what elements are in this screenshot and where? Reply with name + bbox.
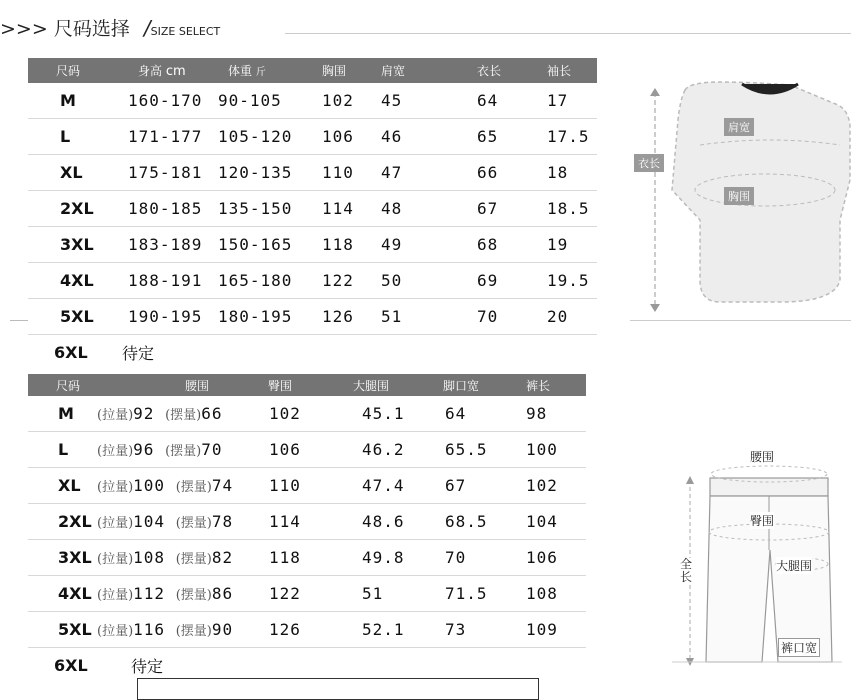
length-cell: 70	[455, 299, 525, 335]
col-size: 尺码	[28, 374, 95, 396]
col-length: 衣长	[455, 58, 525, 83]
flat-note: (摆量)	[175, 624, 212, 639]
height-cell: 190-195	[110, 299, 216, 335]
col-sleeve: 袖长	[525, 58, 597, 83]
label-waist: 腰围	[750, 450, 775, 464]
hip-cell: 126	[265, 612, 352, 648]
chest-cell: 102	[314, 83, 381, 119]
waist-pull: 116	[133, 620, 166, 639]
weight-cell: 120-135	[216, 155, 314, 191]
length-cell: 66	[455, 155, 525, 191]
shoulder-cell: 50	[381, 263, 455, 299]
waist-flat: 74	[211, 476, 234, 495]
hip-cell: 106	[265, 432, 352, 468]
shoulder-cell: 51	[381, 299, 455, 335]
length-cell: 98	[516, 396, 586, 432]
size-cell: 5XL	[28, 612, 95, 648]
pending-row	[28, 335, 597, 370]
length-cell: 67	[455, 191, 525, 227]
thigh-cell: 51	[352, 576, 439, 612]
shoulder-cell: 45	[381, 83, 455, 119]
waistband-shape	[710, 478, 828, 496]
waist-cell	[95, 576, 265, 612]
label-hip: 臀围	[750, 514, 775, 528]
sleeve-cell: 18.5	[525, 191, 597, 227]
length-cell: 106	[516, 540, 586, 576]
table-row	[28, 396, 586, 432]
size-cell: 4XL	[28, 576, 95, 612]
waist-pull: 112	[133, 584, 166, 603]
waist-flat: 70	[201, 440, 223, 459]
size-cell: 3XL	[28, 227, 110, 263]
sleeve-cell: 19	[525, 227, 597, 263]
flat-note: (摆量)	[175, 516, 212, 531]
length-cell: 65	[455, 119, 525, 155]
bottom-outline-box	[137, 678, 539, 700]
waist-cell	[95, 612, 265, 648]
hip-cell: 122	[265, 576, 352, 612]
waist-flat: 86	[211, 584, 234, 603]
length-arrow-top	[650, 88, 660, 96]
thigh-cell: 49.8	[352, 540, 439, 576]
table-row	[28, 299, 597, 335]
sleeve-cell: 18	[525, 155, 597, 191]
size-cell: 6XL	[54, 342, 88, 362]
waist-pull: 100	[133, 476, 166, 495]
pending-text: 待定	[131, 656, 164, 676]
thigh-cell: 45.1	[352, 396, 439, 432]
hem-cell: 68.5	[439, 504, 516, 540]
length-cell: 102	[516, 468, 586, 504]
height-cell: 180-185	[110, 191, 216, 227]
pending-row	[28, 648, 586, 683]
pull-note: (拉量)	[97, 516, 134, 531]
weight-cell: 150-165	[216, 227, 314, 263]
size-cell: L	[28, 432, 95, 468]
shoulder-cell: 48	[381, 191, 455, 227]
length-cell: 100	[516, 432, 586, 468]
col-pant-length: 裤长	[516, 374, 586, 396]
flat-note: (摆量)	[165, 444, 202, 459]
hem-cell: 73	[439, 612, 516, 648]
size-cell: 4XL	[28, 263, 110, 299]
label-full-length: 全长	[680, 557, 693, 584]
thigh-cell: 47.4	[352, 468, 439, 504]
size-cell: L	[28, 119, 110, 155]
length-cell: 68	[455, 227, 525, 263]
thigh-cell: 46.2	[352, 432, 439, 468]
pull-note: (拉量)	[97, 552, 134, 567]
flat-note: (摆量)	[175, 588, 212, 603]
weight-cell: 165-180	[216, 263, 314, 299]
table-row	[28, 468, 586, 504]
chest-cell: 118	[314, 227, 381, 263]
table-row	[28, 263, 597, 299]
col-weight-unit: 斤	[255, 67, 266, 78]
sleeve-cell: 17.5	[525, 119, 597, 155]
waist-flat: 78	[211, 512, 234, 531]
page-header	[0, 14, 220, 41]
col-hip: 臀围	[265, 374, 352, 396]
sleeve-cell: 17	[525, 83, 597, 119]
size-cell: M	[28, 83, 110, 119]
left-divider	[10, 320, 28, 321]
col-chest: 胸围	[314, 58, 381, 83]
size-cell: XL	[28, 468, 95, 504]
size-cell: XL	[28, 155, 110, 191]
thigh-cell: 52.1	[352, 612, 439, 648]
header-slash: /	[143, 16, 151, 40]
hip-cell: 118	[265, 540, 352, 576]
hip-cell: 110	[265, 468, 352, 504]
pull-note: (拉量)	[97, 444, 134, 459]
waist-pull: 104	[133, 512, 166, 531]
chest-cell: 110	[314, 155, 381, 191]
pants-size-table	[28, 374, 586, 682]
header-title: 尺码选择	[53, 18, 130, 40]
size-cell: 2XL	[28, 191, 110, 227]
waist-cell	[95, 540, 265, 576]
waist-pull: 92	[133, 404, 155, 423]
table-row	[28, 612, 586, 648]
col-weight: 体重	[228, 64, 253, 78]
size-cell: 6XL	[54, 655, 88, 675]
weight-cell: 180-195	[216, 299, 314, 335]
height-cell: 188-191	[110, 263, 216, 299]
size-cell: 5XL	[28, 299, 110, 335]
waist-pull: 96	[133, 440, 155, 459]
waist-cell	[95, 432, 265, 468]
pull-note: (拉量)	[97, 624, 134, 639]
col-size: 尺码	[28, 58, 110, 83]
weight-cell: 135-150	[216, 191, 314, 227]
height-cell: 160-170	[110, 83, 216, 119]
flat-note: (摆量)	[175, 480, 212, 495]
table-row	[28, 540, 586, 576]
label-chest: 胸围	[724, 187, 754, 205]
sleeve-cell: 20	[525, 299, 597, 335]
length-cell: 108	[516, 576, 586, 612]
label-shoulder: 肩宽	[724, 118, 754, 136]
shoulder-cell: 47	[381, 155, 455, 191]
shirt-table-header	[28, 58, 597, 83]
hip-cell: 102	[265, 396, 352, 432]
header-subtitle: SIZE SELECT	[150, 25, 221, 38]
pull-note: (拉量)	[97, 480, 134, 495]
waist-cell	[95, 468, 265, 504]
label-hem: 裤口宽	[778, 638, 820, 657]
size-cell: 3XL	[28, 540, 95, 576]
weight-cell: 105-120	[216, 119, 314, 155]
length-cell: 109	[516, 612, 586, 648]
waist-flat: 66	[201, 404, 223, 423]
height-cell: 183-189	[110, 227, 216, 263]
table-row	[28, 155, 597, 191]
header-arrows: >>>	[0, 18, 48, 40]
header-divider	[285, 33, 851, 34]
table-row	[28, 83, 597, 119]
pull-note: (拉量)	[97, 588, 134, 603]
hem-cell: 71.5	[439, 576, 516, 612]
height-cell: 171-177	[110, 119, 216, 155]
chest-cell: 106	[314, 119, 381, 155]
length-arrow-bottom	[650, 304, 660, 312]
waist-flat: 82	[211, 548, 234, 567]
label-shirt-length: 衣长	[634, 154, 664, 172]
table-row	[28, 119, 597, 155]
length-cell: 64	[455, 83, 525, 119]
table-row	[28, 432, 586, 468]
waist-cell	[95, 504, 265, 540]
height-cell: 175-181	[110, 155, 216, 191]
col-waist: 腰围	[95, 374, 265, 396]
col-height-unit: cm	[165, 64, 186, 79]
pending-text: 待定	[122, 343, 155, 363]
waist-pull: 108	[133, 548, 166, 567]
shirt-body-shape	[672, 82, 850, 302]
chest-cell: 114	[314, 191, 381, 227]
full-length-arrow-top	[686, 476, 694, 484]
flat-note: (摆量)	[165, 408, 202, 423]
length-cell: 69	[455, 263, 525, 299]
right-divider	[630, 320, 851, 321]
table-row	[28, 227, 597, 263]
hip-cell: 114	[265, 504, 352, 540]
chest-cell: 126	[314, 299, 381, 335]
col-hem: 脚口宽	[439, 374, 516, 396]
pants-diagram	[672, 440, 842, 675]
thigh-cell: 48.6	[352, 504, 439, 540]
table-row	[28, 191, 597, 227]
flat-note: (摆量)	[175, 552, 212, 567]
hem-cell: 64	[439, 396, 516, 432]
shirt-diagram	[630, 80, 851, 320]
hem-cell: 65.5	[439, 432, 516, 468]
pull-note: (拉量)	[97, 408, 134, 423]
hem-cell: 70	[439, 540, 516, 576]
table-row	[28, 504, 586, 540]
col-thigh: 大腿围	[352, 374, 439, 396]
pants-table-header	[28, 374, 586, 396]
shoulder-cell: 46	[381, 119, 455, 155]
size-cell: M	[28, 396, 95, 432]
label-thigh: 大腿围	[776, 559, 813, 573]
hem-cell: 67	[439, 468, 516, 504]
waist-cell	[95, 396, 265, 432]
waist-flat: 90	[211, 620, 234, 639]
col-height: 身高	[138, 64, 163, 78]
chest-cell: 122	[314, 263, 381, 299]
table-row	[28, 576, 586, 612]
sleeve-cell: 19.5	[525, 263, 597, 299]
shoulder-cell: 49	[381, 227, 455, 263]
length-cell: 104	[516, 504, 586, 540]
shirt-size-table	[28, 58, 597, 369]
weight-cell: 90-105	[216, 83, 314, 119]
col-shoulder: 肩宽	[381, 58, 455, 83]
size-cell: 2XL	[28, 504, 95, 540]
